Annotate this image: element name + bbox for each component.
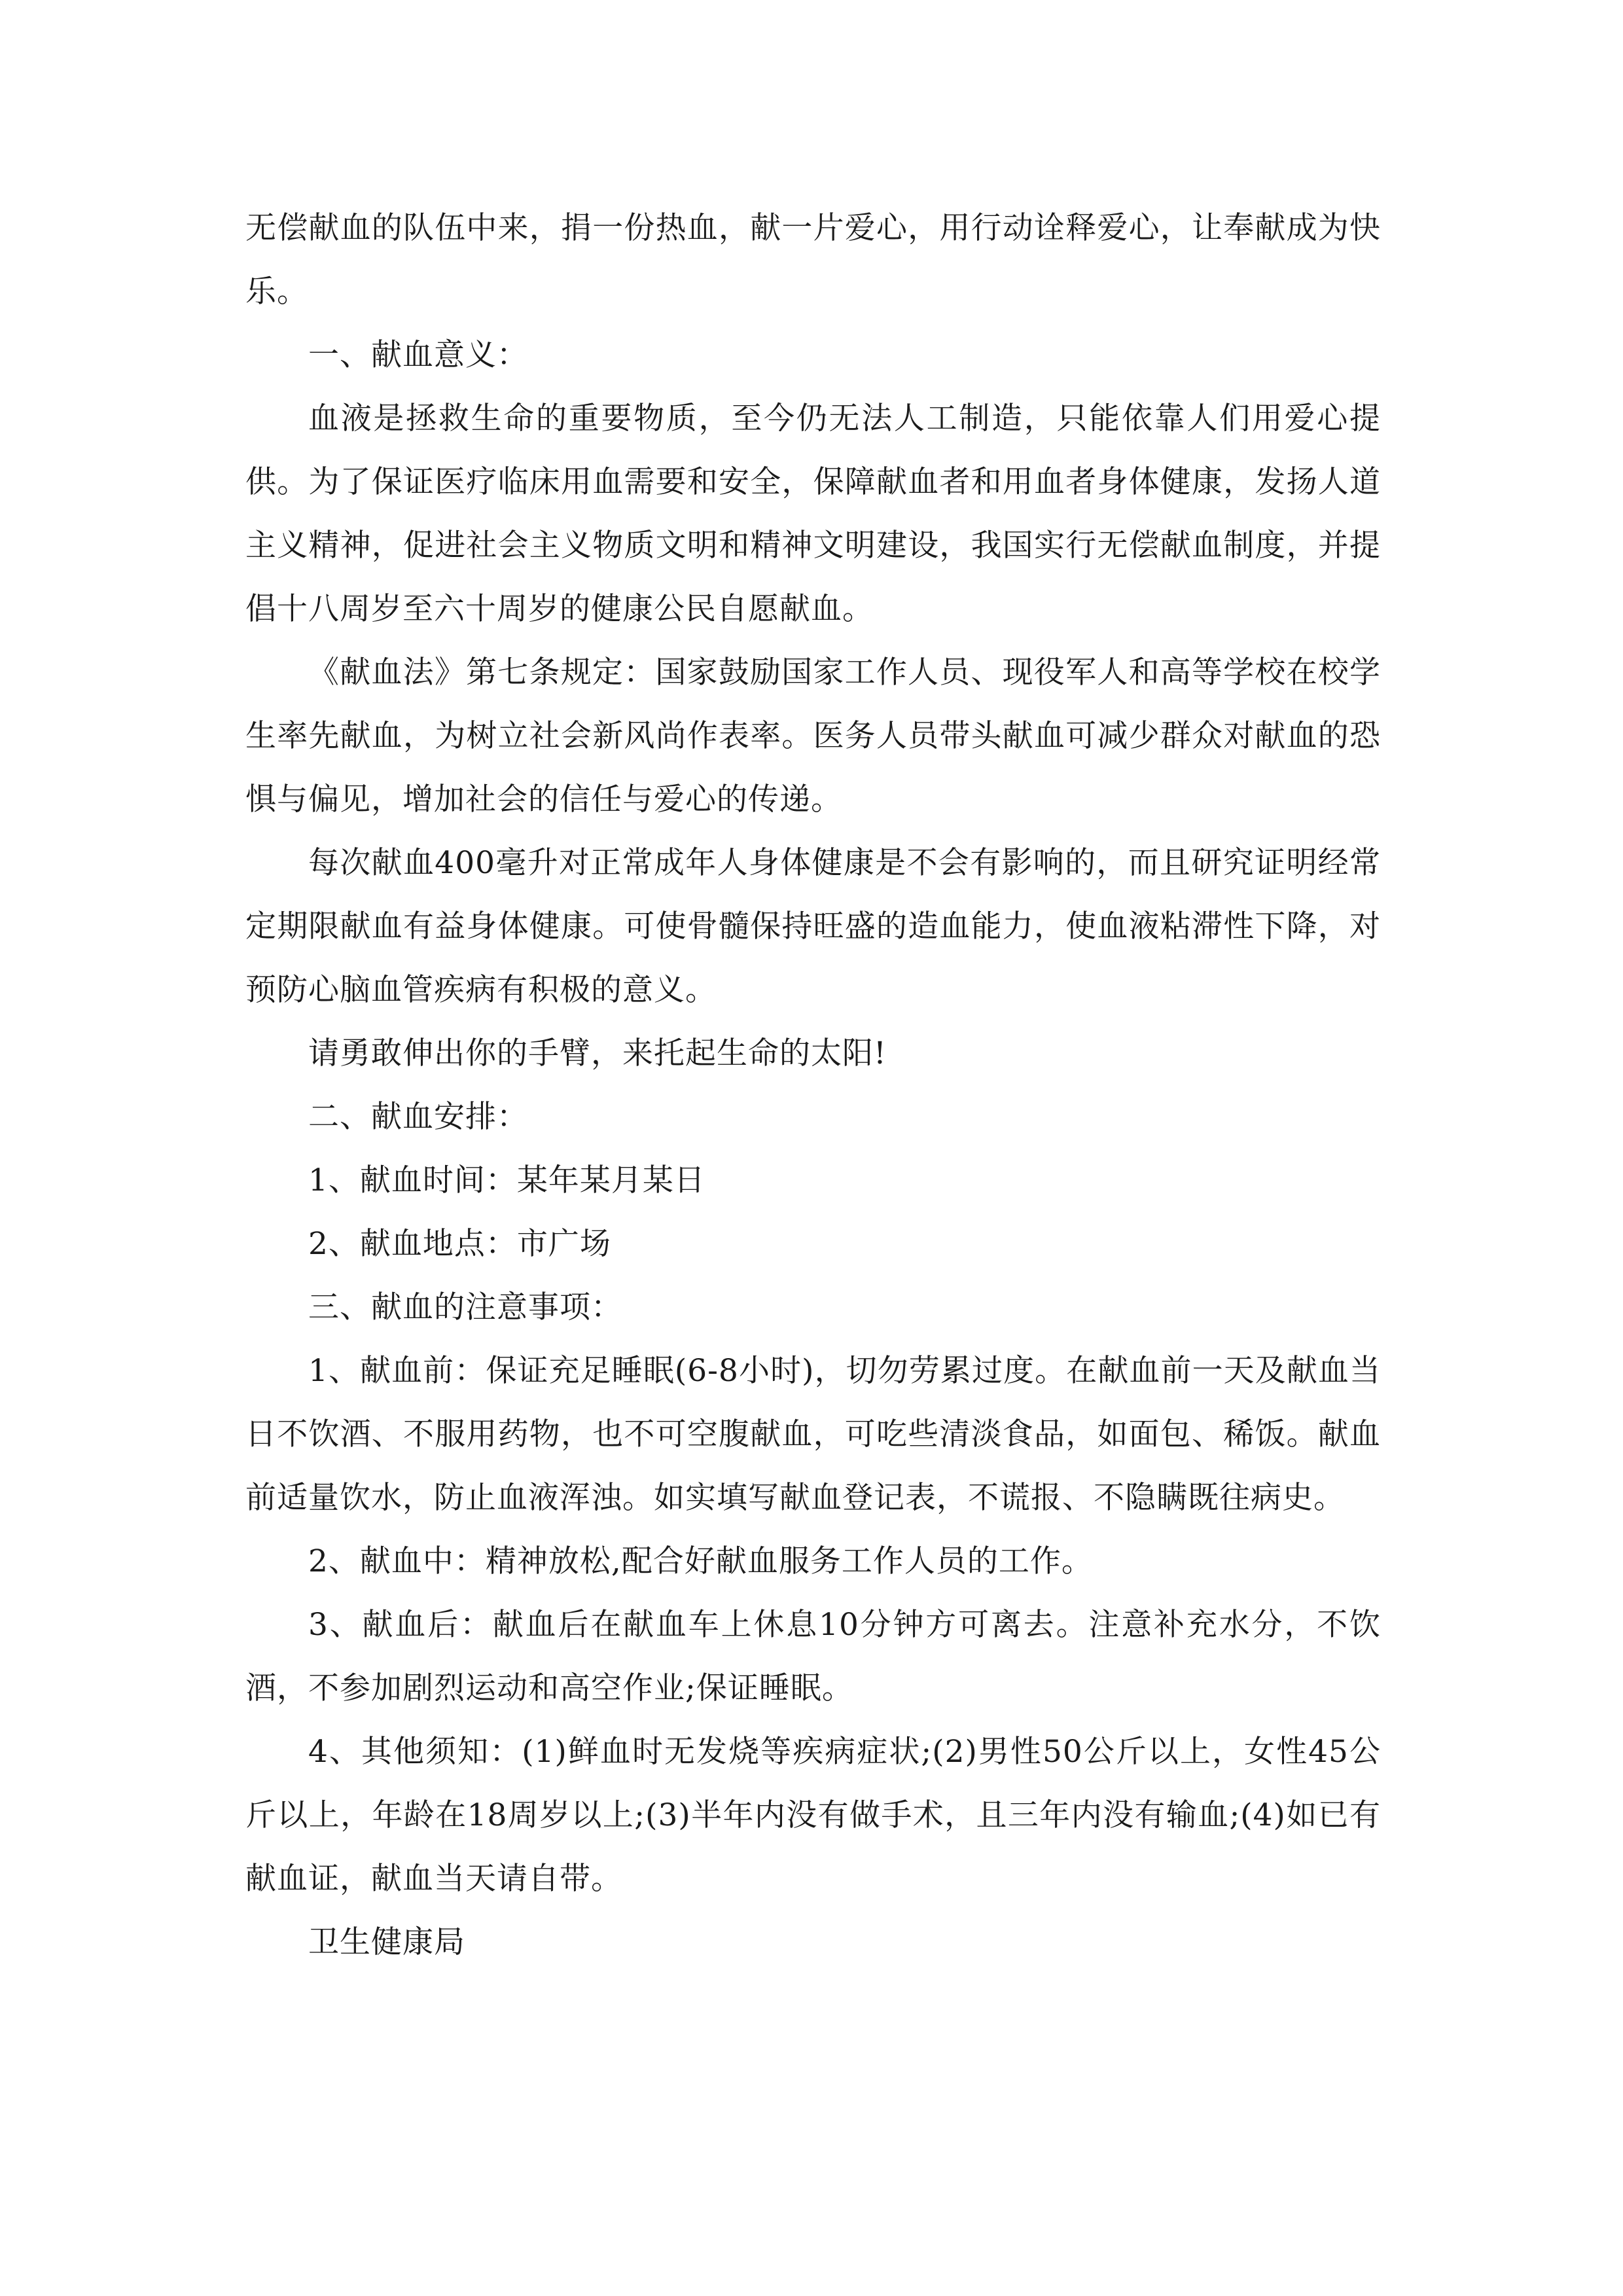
document-body — [245, 196, 1381, 1974]
donation-time-item: 1、献血时间：某年某月某日 — [308, 1162, 705, 1198]
section-heading-arrangement: 二、献血安排： — [308, 1099, 528, 1135]
section-heading-notes: 三、献血的注意事项： — [308, 1289, 622, 1325]
intro-continuation-paragraph: 无偿献血的队伍中来，捐一份热血，献一片爱心，用行动诠释爱心，让奉献成为快乐。 — [245, 210, 1381, 310]
after-donation-item: 3、献血后：献血后在献血车上休息10分钟方可离去。注意补充水分，不饮酒，不参加剧烈运动和高空作业;保证睡眠。 — [245, 1607, 1381, 1706]
signature-organization: 卫生健康局 — [308, 1924, 465, 1960]
health-paragraph: 每次献血400毫升对正常成年人身体健康是不会有影响的，而且研究证明经常定期限献血有益身体健康。可使骨髓保持旺盛的造血能力，使血液粘滞性下降，对预防心脑血管疾病有积极的意义。 — [245, 845, 1381, 1008]
donation-place-item: 2、献血地点：市广场 — [308, 1226, 611, 1262]
section-heading-meaning: 一、献血意义： — [308, 337, 528, 373]
call-to-action-paragraph: 请勇敢伸出你的手臂，来托起生命的太阳! — [308, 1035, 887, 1071]
law-paragraph: 《献血法》第七条规定：国家鼓励国家工作人员、现役军人和高等学校在校学生率先献血，为树立社会新风尚作表率。医务人员带头献血可减少群众对献血的恐惧与偏见，增加社会的信任与爱心的传递。 — [245, 655, 1381, 817]
before-donation-item: 1、献血前：保证充足睡眠(6-8小时)，切勿劳累过度。在献血前一天及献血当日不饮酒、不服用药物，也不可空腹献血，可吃些清淡食品，如面包、稀饭。献血前适量饮水，防止血液浑浊。如实填写献血登记表，不谎报、不隐瞒既往病史。 — [245, 1353, 1381, 1516]
meaning-paragraph: 血液是拯救生命的重要物质，至今仍无法人工制造，只能依靠人们用爱心提供。为了保证医疗临床用血需要和安全，保障献血者和用血者身体健康，发扬人道主义精神，促进社会主义物质文明和精神文明建设，我国实行无偿献血制度，并提倡十八周岁至六十周岁的健康公民自愿献血。 — [245, 401, 1381, 627]
during-donation-item: 2、献血中：精神放松,配合好献血服务工作人员的工作。 — [308, 1543, 1093, 1579]
other-notes-item: 4、其他须知：(1)鲜血时无发烧等疾病症状;(2)男性50公斤以上，女性45公斤以上，年龄在18周岁以上;(3)半年内没有做手术，且三年内没有输血;(4)如已有献血证，献血当天请自带。 — [245, 1734, 1381, 1897]
